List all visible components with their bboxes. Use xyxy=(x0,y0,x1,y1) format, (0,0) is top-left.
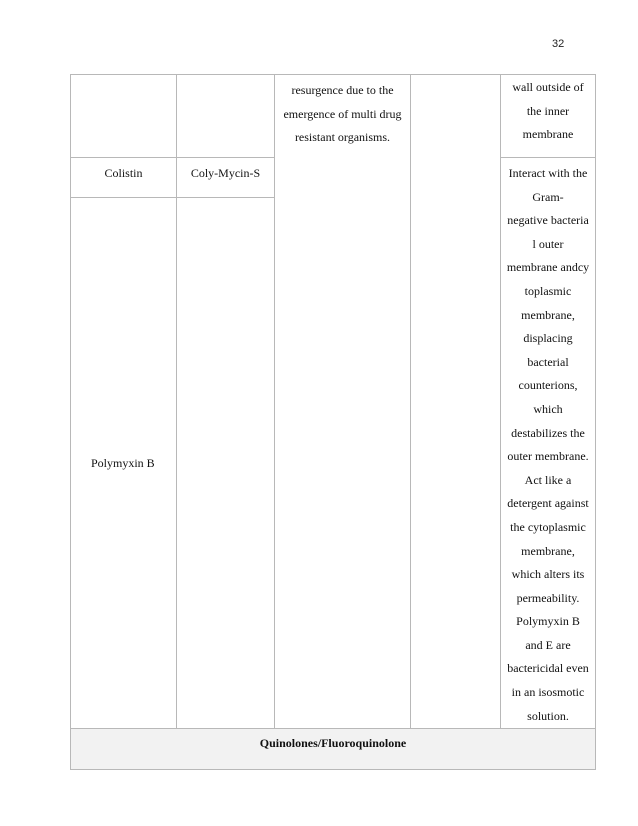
mechanism-text-line: detergent against xyxy=(507,496,589,511)
mechanism-text-line: outer membrane. xyxy=(507,449,589,464)
mechanism-text-line: which alters its xyxy=(511,567,585,582)
mechanism-text-line: membrane, xyxy=(521,307,575,322)
brand-name-coly-mycin: Coly-Mycin-S xyxy=(177,158,275,198)
table-cell-brand xyxy=(177,75,275,158)
table-cell-brand xyxy=(177,197,275,729)
resistance-text-line: resistant organisms. xyxy=(294,130,391,145)
drug-name-colistin: Colistin xyxy=(71,158,177,198)
drug-name-polymyxin-b: Polymyxin B xyxy=(71,197,177,729)
mechanism-text-line: Gram- xyxy=(532,189,564,204)
mechanism-text-line: and E are xyxy=(525,637,571,652)
mechanism-text-line: the inner xyxy=(526,103,570,118)
table-cell-empty xyxy=(411,75,501,729)
mechanism-text-line: solution. xyxy=(527,708,569,723)
drug-table xyxy=(70,74,596,770)
mechanism-text-line: Act like a xyxy=(524,472,572,487)
resistance-text-line: emergence of multi drug xyxy=(283,106,402,121)
table-cell-mechanism xyxy=(501,158,596,729)
mechanism-text-line: negative bacteria xyxy=(507,213,589,228)
table-cell-resistance xyxy=(275,75,411,729)
mechanism-text-line: wall outside of xyxy=(512,80,584,94)
mechanism-text-line: Interact with the xyxy=(508,166,588,180)
mechanism-text-line: bacterial xyxy=(527,354,569,369)
table-cell-mechanism xyxy=(501,75,596,158)
mechanism-text-line: toplasmic xyxy=(524,283,572,298)
mechanism-text-line: membrane xyxy=(522,127,574,142)
mechanism-text-line: the cytoplasmic xyxy=(510,519,586,534)
table-row xyxy=(71,75,596,158)
mechanism-text-line: which xyxy=(533,401,563,416)
mechanism-text-line: permeability. xyxy=(516,590,580,605)
mechanism-text-line: Polymyxin B xyxy=(516,614,580,629)
mechanism-text-line: counterions, xyxy=(518,378,578,393)
section-heading: Quinolones/Fluoroquinolone xyxy=(71,729,596,770)
table-cell-drug xyxy=(71,75,177,158)
mechanism-text-line: membrane andcy xyxy=(506,260,590,275)
resistance-text-line: resurgence due to the xyxy=(291,83,394,97)
mechanism-text-line: in an isosmotic xyxy=(511,685,585,700)
mechanism-text-line: displacing xyxy=(523,331,573,346)
mechanism-text-line: bactericidal even xyxy=(507,661,589,676)
mechanism-text-line: destabilizes the xyxy=(511,425,585,440)
table-row xyxy=(71,729,596,770)
mechanism-text-line: membrane, xyxy=(521,543,575,558)
mechanism-text-line: l outer xyxy=(532,236,564,251)
page-number: 32 xyxy=(552,38,565,50)
